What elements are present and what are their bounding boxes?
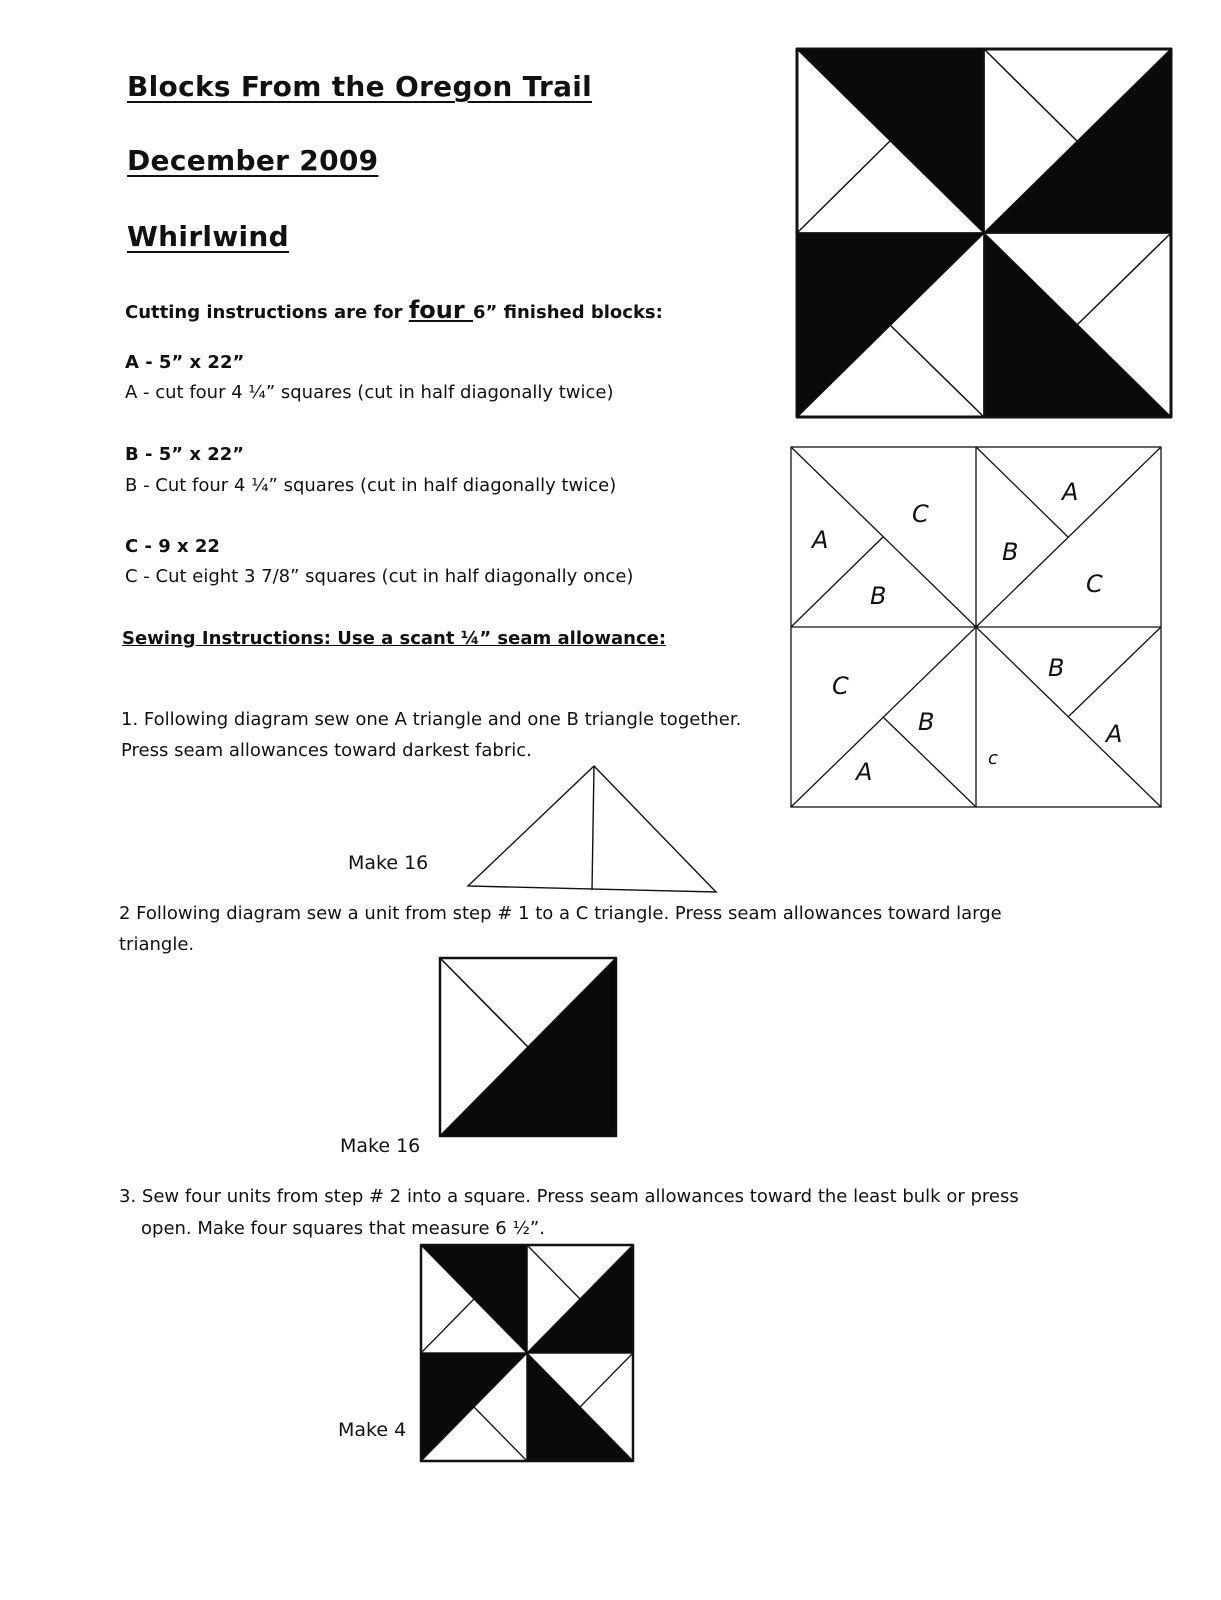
label-a-left: A	[812, 526, 829, 554]
step-2-line-1: 2 Following diagram sew a unit from step # 1 to a C triangle. Press seam allowances toward large	[119, 903, 1002, 924]
block-name-heading: Whirlwind	[127, 220, 289, 253]
page-title: Blocks From the Oregon Trail	[127, 70, 593, 103]
cutting-intro	[125, 296, 663, 324]
labeled-piece-diagram	[790, 446, 1162, 808]
label-b-top-right: B	[1002, 538, 1019, 566]
cutting-size-a: A - 5” x 22”	[125, 352, 245, 373]
step-1-triangle-diagram	[466, 764, 718, 894]
step-1-line-2: Press seam allowances toward darkest fabric.	[121, 740, 532, 761]
label-b-left: B	[870, 582, 887, 610]
step-3-line-2: open. Make four squares that measure 6 ½”.	[141, 1218, 545, 1239]
label-c-right: C	[1086, 570, 1103, 598]
label-b-bottom-right: B	[1048, 654, 1065, 682]
label-c-small: c	[988, 748, 998, 769]
label-b-bottom-left: B	[918, 708, 935, 736]
cutting-detail-a: A - cut four 4 ¼” squares (cut in half diagonally twice)	[125, 382, 614, 403]
step-2-make-count: Make 16	[340, 1135, 421, 1157]
cutting-size-b: B - 5” x 22”	[125, 444, 245, 465]
cutting-detail-c: C - Cut eight 3 7/8” squares (cut in half diagonally once)	[125, 566, 634, 587]
step-3-make-count: Make 4	[338, 1419, 407, 1441]
step-1-line-1: 1. Following diagram sew one A triangle and one B triangle together.	[121, 709, 742, 730]
step-3-pinwheel-diagram	[420, 1244, 634, 1462]
step-1-make-count: Make 16	[348, 852, 429, 874]
cutting-intro-after: 6” finished blocks:	[473, 302, 663, 323]
cutting-intro-emphasis: four	[408, 296, 474, 324]
label-c-bottom-left: C	[832, 672, 849, 700]
cutting-intro-before: Cutting instructions are for	[125, 302, 409, 323]
cutting-detail-b: B - Cut four 4 ¼” squares (cut in half diagonally twice)	[125, 475, 617, 496]
step-2-unit-diagram	[438, 956, 618, 1138]
label-a-bottom-left: A	[856, 758, 873, 786]
date-heading: December 2009	[127, 144, 379, 177]
finished-whirlwind-block-diagram	[796, 48, 1172, 418]
cutting-size-c: C - 9 x 22	[125, 536, 220, 557]
label-c-top: C	[912, 500, 929, 528]
step-2-line-2: triangle.	[119, 934, 195, 955]
label-a-top-right: A	[1062, 478, 1079, 506]
sewing-heading: Sewing Instructions: Use a scant ¼” seam allowance:	[122, 628, 667, 649]
label-a-bottom-right: A	[1106, 720, 1123, 748]
step-3-line-1: 3. Sew four units from step # 2 into a square. Press seam allowances toward the least bulk or press	[119, 1186, 1019, 1207]
